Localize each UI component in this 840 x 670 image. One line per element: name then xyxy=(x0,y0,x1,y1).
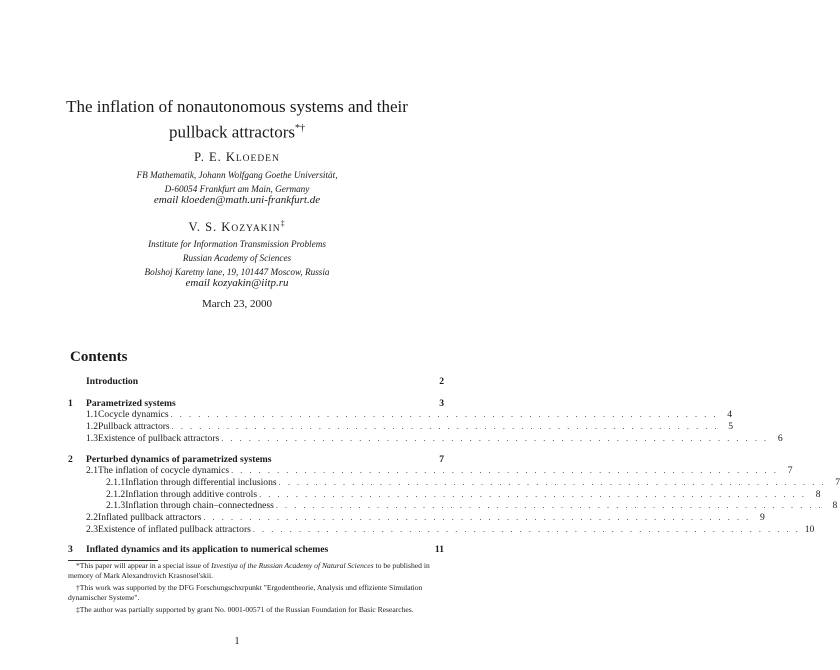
title-line-1: The inflation of nonautonomous systems and their xyxy=(66,97,408,116)
author-2-footnote-mark: ‡ xyxy=(280,219,286,228)
toc-leader-dots: . . . . . . . . . . . . . . . . . . . . . . . . . . . . . . . . . . . . . . . . . . . . . . . . . . . . . . . . . . . . xyxy=(259,490,807,499)
toc-leader-dots: . . . . . . . . . . . . . . . . . . . . . . . . . . . . . . . . . . . . . . . . . . . . . . . . . . . . . . . . . . . . xyxy=(278,478,827,487)
footnote-3 xyxy=(68,605,444,615)
toc-entry-page: 9 xyxy=(759,512,765,523)
author-2-affiliation-3: Bolshoj Karetny lane, 19, 101447 Moscow, Russia xyxy=(144,267,330,277)
toc-entry-title: Existence of inflated pullback attractors xyxy=(98,524,251,535)
author-1-name xyxy=(0,150,474,165)
author-2-surname: OZYAKIN xyxy=(231,224,281,235)
paper-date: March 23, 2000 xyxy=(202,298,272,310)
toc-entry-number: 2.1.1 xyxy=(106,477,126,488)
footnote-2-mark: † xyxy=(76,583,80,592)
toc-entry-title: Perturbed dynamics of parametrized systems xyxy=(86,454,272,465)
toc-entry[interactable] xyxy=(68,523,815,536)
toc-leader-dots: . . . . . . . . . . . . . . . . . . . . . . . . . . . . . . . . . . . . . . . . . . . . . . . . . . . . . . . . . . . . xyxy=(171,422,720,431)
author-1-affiliation-2: D-60054 Frankfurt am Main, Germany xyxy=(164,184,310,194)
toc-entry-page: 7 xyxy=(835,477,840,488)
toc-entry-page: 2 xyxy=(439,376,444,387)
toc-entry-page: 5 xyxy=(728,421,734,432)
footnote-2-text: This work was supported by the DFG Forschungschxrpunkt "Ergodentheorie, Analysis und effiziente Simulation dynamischer Systeme". xyxy=(68,583,423,602)
toc-entry-title: Inflated pullback attractors xyxy=(98,512,202,523)
footnote-1-text-a: This paper will appear in a special issue of xyxy=(79,561,212,570)
paper-title xyxy=(0,96,474,144)
toc-entry-number: 2.2 xyxy=(86,512,98,523)
toc-entry-number: 1.2 xyxy=(86,421,98,432)
title-line-2 xyxy=(0,118,474,144)
toc-entry-page: 7 xyxy=(787,465,793,476)
toc-entry-page: 4 xyxy=(727,409,733,420)
toc-entry-title: Existence of pullback attractors xyxy=(98,433,220,444)
toc-entry-number: 3 xyxy=(68,544,73,555)
toc-entry-number: 1.1 xyxy=(86,409,98,420)
toc-entry-number: 1 xyxy=(68,398,73,409)
toc-leader-dots: . . . . . . . . . . . . . . . . . . . . . . . . . . . . . . . . . . . . . . . . . . . . . . . . . . . . . . . . . . . . xyxy=(231,466,779,475)
author-1-surname: LOEDEN xyxy=(235,154,280,164)
author-2-affiliation-1: Institute for Information Transmission Problems xyxy=(148,239,326,249)
footnote-1-journal: Izvestiya of the Russian Academy of Natural Sciences xyxy=(211,561,374,570)
footnote-1 xyxy=(68,561,444,581)
toc-entry-title: Parametrized systems xyxy=(86,398,176,409)
toc-leader-dots: . . . . . . . . . . . . . . . . . . . . . . . . . . . . . . . . . . . . . . . . . . . . . . . . . . . . . . . . . . . . xyxy=(252,525,801,534)
toc-entry-title: Introduction xyxy=(86,376,139,387)
toc-entry-number: 1.3 xyxy=(86,433,98,444)
toc-entry-page: 8 xyxy=(832,500,838,511)
footnote-2 xyxy=(68,583,444,603)
author-2-affiliation-2: Russian Academy of Sciences xyxy=(182,253,292,263)
toc-entry-number: 2.3 xyxy=(86,524,98,535)
footnote-3-text: The author was partially supported by grant No. 0001-00571 of the Russian Foundation for Basic Researches. xyxy=(79,605,414,614)
toc-entry-page: 10 xyxy=(804,524,815,535)
author-2-name xyxy=(0,219,474,235)
footnote-1-text-b: to be published in memory of Mark Alexandrovich Krasnosel'skii. xyxy=(68,561,430,580)
toc-leader-dots: . . . . . . . . . . . . . . . . . . . . . . . . . . . . . . . . . . . . . . . . . . . . . . . . . . . . . . . . . . . . xyxy=(170,410,719,419)
toc-entry[interactable] xyxy=(68,543,444,556)
toc-leader-dots: . . . . . . . . . . . . . . . . . . . . . . . . . . . . . . . . . . . . . . . . . . . . . . . . . . . . . . . . . . . . xyxy=(275,501,824,510)
page-number: 1 xyxy=(234,636,240,647)
toc-entry[interactable] xyxy=(68,432,783,445)
author-1-affiliation-1: FB Mathematik, Johann Wolfgang Goethe Universität, xyxy=(136,170,338,180)
toc-entry-title: Inflation through differential inclusions xyxy=(125,477,277,488)
toc-entry-page: 3 xyxy=(439,398,444,409)
toc-entry-title: Cocycle dynamics xyxy=(98,409,169,420)
contents-heading: Contents xyxy=(70,349,128,365)
title-line-2-text: pullback attractors xyxy=(168,122,296,142)
toc-entry-number: 2.1.2 xyxy=(106,489,126,500)
toc-entry-page: 6 xyxy=(777,433,783,444)
title-footnote-marks: *† xyxy=(295,123,306,134)
author-1-initials: P. E. K xyxy=(194,150,236,164)
toc-entry-title: Inflation through chain–connectedness xyxy=(125,500,274,511)
toc-entry-title: Inflated dynamics and its application to numerical schemes xyxy=(86,544,329,555)
toc-entry-page: 11 xyxy=(434,544,444,555)
toc-entry-title: The inflation of cocycle dynamics xyxy=(98,465,230,476)
toc-entry[interactable] xyxy=(68,375,444,388)
author-2-email[interactable]: email kozyakin@iitp.ru xyxy=(185,277,289,289)
toc-entry-number: 2 xyxy=(68,454,73,465)
footnote-1-mark: * xyxy=(76,561,80,570)
footnote-3-mark: ‡ xyxy=(76,605,80,614)
toc-entry-title: Inflation through additive controls xyxy=(125,489,258,500)
toc-entry-page: 8 xyxy=(815,489,821,500)
toc-leader-dots: . . . . . . . . . . . . . . . . . . . . . . . . . . . . . . . . . . . . . . . . . . . . . . . . . . . . . . . . . . . . xyxy=(203,513,751,522)
toc-entry-number: 2.1 xyxy=(86,465,98,476)
author-1-email[interactable]: email kloeden@math.uni-frankfurt.de xyxy=(153,194,321,206)
toc-entry-number: 2.1.3 xyxy=(106,500,126,511)
toc-leader-dots: . . . . . . . . . . . . . . . . . . . . . . . . . . . . . . . . . . . . . . . . . . . . . . . . . . . . . . . . . . . . xyxy=(221,434,769,443)
toc-entry-title: Pullback attractors xyxy=(98,421,170,432)
author-2-initials: V. S. K xyxy=(188,220,232,235)
toc-entry-page: 7 xyxy=(439,454,444,465)
